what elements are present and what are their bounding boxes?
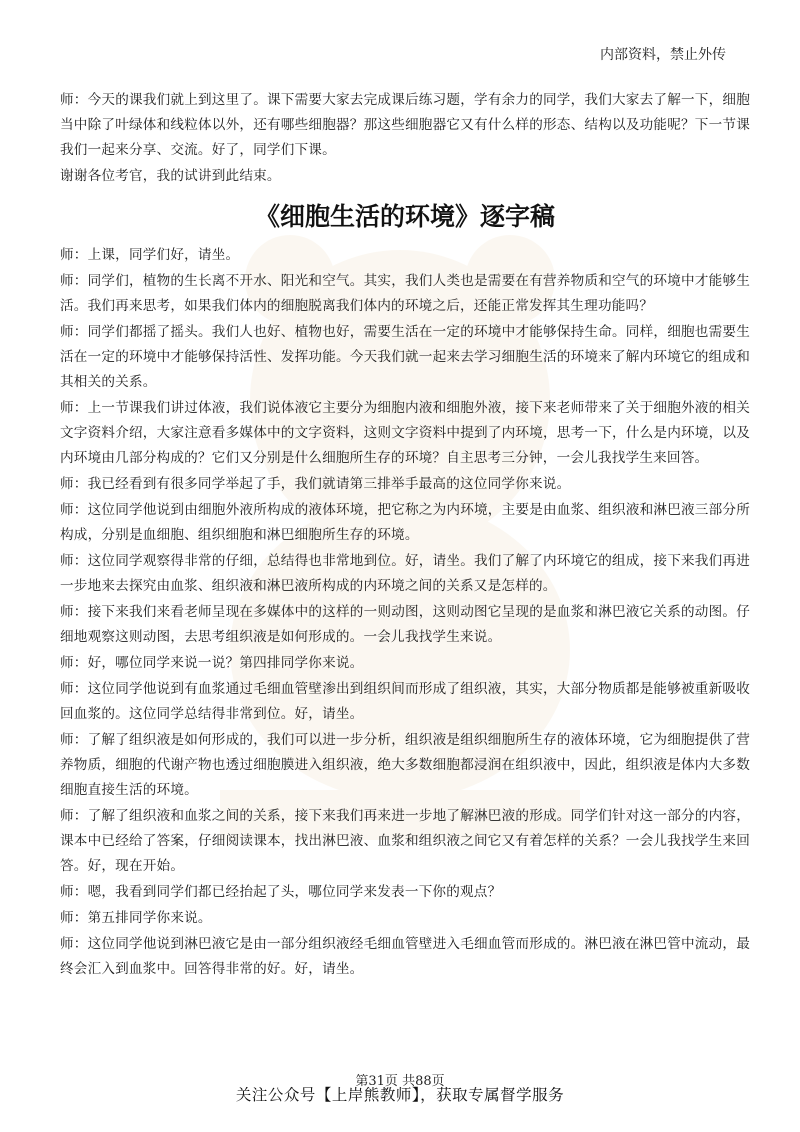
section-title: 《细胞生活的环境》逐字稿 bbox=[254, 202, 555, 231]
confidential-note: 内部资料，禁止外传 bbox=[600, 47, 726, 63]
paragraph: 师：同学们都摇了摇头。我们人也好、植物也好，需要生活在一定的环境中才能够保持生命。同样，细胞也需要生活在一定的环境中才能够保持活性、发挥功能。今天我们就一起来去学习细胞生活的环境来了解内环境它的组成和其相关的关系。 bbox=[60, 324, 750, 390]
transcript-section bbox=[60, 243, 750, 982]
paragraph: 师：今天的课我们就上到这里了。课下需要大家去完成课后练习题，学有余力的同学，我们大家去了解一下，细胞当中除了叶绿体和线粒体以外，还有哪些细胞器？那这些细胞器它又有什么样的形态、结构以及功能呢？下一节课我们一起来分享、交流。好了，同学们下课。 bbox=[60, 92, 750, 158]
paragraph: 师：上一节课我们讲过体液，我们说体液它主要分为细胞内液和细胞外液，接下来老师带来了关于细胞外液的相关文字资料介绍，大家注意看多媒体中的文字资料，这则文字资料中提到了内环境，思考一下，什么是内环境，以及内环境由几部分构成的？它们又分别是什么细胞所生存的环境？自主思考三分钟，一会儿我找学生来回答。 bbox=[60, 400, 750, 466]
paragraph: 师：这位同学他说到有血浆通过毛细血管壁渗出到组织间而形成了组织液，其实，大部分物质都是能够被重新吸收回血浆的。这位同学总结得非常到位。好，请坐。 bbox=[60, 681, 750, 722]
paragraph: 师：好，哪位同学来说一说？第四排同学你来说。 bbox=[60, 655, 364, 671]
paragraph: 师：嗯，我看到同学们都已经抬起了头，哪位同学来发表一下你的观点？ bbox=[60, 884, 502, 900]
paragraph: 师：上课，同学们好，请坐。 bbox=[60, 247, 240, 263]
paragraph: 师：这位同学他说到淋巴液它是由一部分组织液经毛细血管壁进入毛细血管而形成的。淋巴液在淋巴管中流动，最终会汇入到血浆中。回答得非常的好。好，请坐。 bbox=[60, 936, 750, 977]
document-body bbox=[60, 88, 750, 983]
paragraph: 师：接下来我们来看老师呈现在多媒体中的这样的一则动图，这则动图它呈现的是血浆和淋巴液它关系的动图。仔细地观察这则动图，去思考组织液是如何形成的。一会儿我找学生来说。 bbox=[60, 604, 750, 645]
paragraph: 师：同学们，植物的生长离不开水、阳光和空气。其实，我们人类也是需要在有营养物质和空气的环境中才能够生活。我们再来思考，如果我们体内的细胞脱离我们体内的环境之后，还能正常发挥其生理功能吗？ bbox=[60, 273, 750, 314]
page-number: 第31页 共88页 bbox=[355, 1074, 445, 1089]
paragraph: 师：我已经看到有很多同学举起了手，我们就请第三排举手最高的这位同学你来说。 bbox=[60, 476, 571, 492]
footer-promo: 关注公众号【上岸熊教师】，获取专属督学服务 bbox=[235, 1086, 565, 1104]
paragraph: 师：这位同学观察得非常的仔细，总结得也非常地到位。好，请坐。我们了解了内环境它的组成，接下来我们再进一步地来去探究由血浆、组织液和淋巴液所构成的内环境之间的关系又是怎样的。 bbox=[60, 553, 750, 594]
paragraph: 师：第五排同学你来说。 bbox=[60, 910, 212, 926]
paragraph: 师：这位同学他说到由细胞外液所构成的液体环境，把它称之为内环境，主要是由血浆、组织液和淋巴液三部分所构成，分别是血细胞、组织细胞和淋巴细胞所生存的环境。 bbox=[60, 502, 750, 543]
intro-section bbox=[60, 88, 750, 189]
paragraph: 师：了解了组织液和血浆之间的关系，接下来我们再来进一步地了解淋巴液的形成。同学们针对这一部分的内容，课本中已经给了答案，仔细阅读课本，找出淋巴液、血浆和组织液之间它又有着怎样的关系？一会儿我找学生来回答。好，现在开始。 bbox=[60, 808, 750, 874]
paragraph: 谢谢各位考官，我的试讲到此结束。 bbox=[60, 168, 281, 184]
paragraph: 师：了解了组织液是如何形成的，我们可以进一步分析，组织液是组织细胞所生存的液体环境，它为细胞提供了营养物质，细胞的代谢产物也透过细胞膜进入组织液，绝大多数细胞都浸润在组织液中，因此，组织液是体内大多数细胞直接生活的环境。 bbox=[60, 732, 750, 798]
